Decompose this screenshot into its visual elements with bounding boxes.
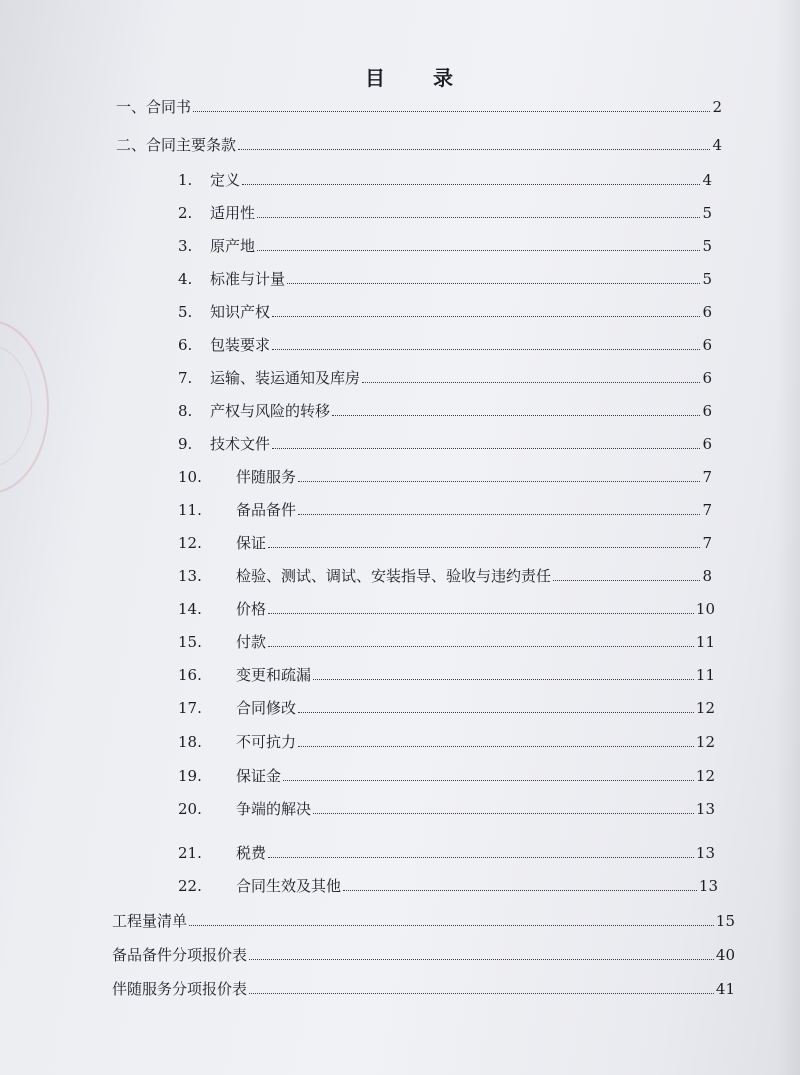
toc-entry: [178, 627, 715, 651]
toc-entry-label: 税费: [236, 844, 267, 862]
toc-entry-number: 15.: [178, 633, 202, 651]
toc-entry: [178, 660, 715, 684]
toc-entry-number: 6.: [178, 336, 193, 354]
toc-entry-page-number: 5: [702, 237, 712, 255]
toc-entry: [178, 528, 712, 552]
toc-entry-page-number: 13: [695, 844, 715, 862]
toc-entry-number: 14.: [178, 600, 202, 618]
toc-entry-label: 保证金: [236, 767, 282, 785]
toc-entry-page-number: 41: [715, 980, 735, 998]
toc-entry-page-number: 11: [695, 666, 715, 684]
toc-entry: [178, 794, 715, 818]
toc-entry: [178, 495, 712, 519]
dot-leader: [249, 959, 714, 960]
dot-leader: [298, 481, 700, 482]
dot-leader: [283, 780, 694, 781]
dot-leader: [268, 613, 694, 614]
toc-entry: [178, 231, 712, 255]
toc-entry: [178, 198, 712, 222]
toc-entry: [178, 297, 712, 321]
toc-entry-page-number: 4: [712, 136, 722, 154]
toc-entry-label: 争端的解决: [236, 800, 312, 818]
dot-leader: [272, 316, 700, 317]
toc-entry-number: 13.: [178, 567, 202, 585]
toc-entry: [178, 727, 715, 751]
dot-leader: [257, 217, 700, 218]
toc-entry: [178, 871, 718, 895]
toc-entry-label: 原产地: [210, 237, 256, 255]
dot-leader: [362, 382, 700, 383]
toc-entry-page-number: 12: [695, 699, 715, 717]
toc-entry-page-number: 7: [702, 501, 712, 519]
toc-entry-page-number: 8: [702, 567, 712, 585]
toc-entry-page-number: 6: [702, 369, 712, 387]
toc-entry: [178, 165, 712, 189]
dot-leader: [189, 925, 714, 926]
toc-entry-number: 18.: [178, 733, 202, 751]
dot-leader: [238, 149, 710, 150]
toc-entry-number: 19.: [178, 767, 202, 785]
dot-leader: [268, 857, 694, 858]
toc-entry-number: 20.: [178, 800, 202, 818]
toc-entry-number: 10.: [178, 468, 202, 486]
toc-entry-page-number: 10: [695, 600, 715, 618]
toc-entry-page-number: 15: [715, 912, 735, 930]
dot-leader: [298, 712, 694, 713]
toc-entry-number: 8.: [178, 402, 193, 420]
toc-entry-page-number: 6: [702, 402, 712, 420]
toc-entry-number: 12.: [178, 534, 202, 552]
toc-entry-label: 产权与风险的转移: [210, 402, 331, 420]
toc-entry-number: 16.: [178, 666, 202, 684]
dot-leader: [249, 993, 714, 994]
toc-entry-page-number: 4: [702, 171, 712, 189]
toc-entry-page-number: 12: [695, 767, 715, 785]
toc-entry-number: 4.: [178, 270, 193, 288]
toc-entry-label: 二、合同主要条款: [116, 136, 237, 154]
toc-entry-page-number: 5: [702, 204, 712, 222]
toc-entry-label: 技术文件: [210, 435, 271, 453]
toc-entry-page-number: 6: [702, 336, 712, 354]
toc-entry-page-number: 40: [715, 946, 735, 964]
toc-entry-label: 适用性: [210, 204, 256, 222]
toc-entry: [178, 761, 715, 785]
toc-entry: [178, 264, 712, 288]
toc-entry-page-number: 6: [702, 435, 712, 453]
toc-entry-page-number: 7: [702, 534, 712, 552]
toc-entry: [178, 594, 715, 618]
toc-entry-page-number: 11: [695, 633, 715, 651]
toc-entry-page-number: 13: [695, 800, 715, 818]
toc-entry-label: 一、合同书: [116, 98, 192, 116]
dot-leader: [313, 813, 694, 814]
dot-leader: [272, 448, 700, 449]
dot-leader: [298, 746, 694, 747]
dot-leader: [553, 580, 700, 581]
toc-entry-label: 备品备件分项报价表: [112, 946, 248, 964]
toc-entry: [178, 838, 715, 862]
toc-entry-label: 付款: [236, 633, 267, 651]
dot-leader: [193, 111, 710, 112]
toc-entry-label: 伴随服务: [236, 468, 297, 486]
dot-leader: [257, 250, 700, 251]
toc-entry-number: 17.: [178, 699, 202, 717]
toc-entry-label: 运输、装运通知及库房: [210, 369, 361, 387]
toc-entry-label: 合同生效及其他: [236, 877, 342, 895]
toc-entry: [178, 693, 715, 717]
dot-leader: [268, 646, 694, 647]
dot-leader: [242, 184, 700, 185]
dot-leader: [268, 547, 700, 548]
toc-entry: [178, 330, 712, 354]
toc-entry-label: 检验、测试、调试、安装指导、验收与违约责任: [236, 567, 552, 585]
toc-entry: [112, 940, 735, 964]
toc-entry-page-number: 13: [698, 877, 718, 895]
toc-entry: [178, 396, 712, 420]
toc-entry-page-number: 6: [702, 303, 712, 321]
toc-entry-label: 合同修改: [236, 699, 297, 717]
toc-entry-number: 5.: [178, 303, 193, 321]
toc-title: 目 录: [365, 66, 467, 90]
toc-entry: [116, 130, 722, 154]
toc-entry: [112, 974, 735, 998]
toc-entry: [116, 92, 722, 116]
toc-entry-label: 包装要求: [210, 336, 271, 354]
toc-entry-page-number: 12: [695, 733, 715, 751]
dot-leader: [313, 679, 694, 680]
toc-entry-label: 价格: [236, 600, 267, 618]
dot-leader: [332, 415, 700, 416]
toc-entry-number: 3.: [178, 237, 193, 255]
toc-entry-label: 定义: [210, 171, 241, 189]
toc-entry-label: 保证: [236, 534, 267, 552]
toc-entry-label: 不可抗力: [236, 733, 297, 751]
page-edge-shadow: [776, 0, 800, 1075]
toc-entry-label: 知识产权: [210, 303, 271, 321]
toc-entry: [178, 561, 712, 585]
toc-entry-label: 伴随服务分项报价表: [112, 980, 248, 998]
toc-entry: [178, 363, 712, 387]
toc-entry-label: 备品备件: [236, 501, 297, 519]
toc-entry-number: 1.: [178, 171, 193, 189]
toc-entry-page-number: 2: [712, 98, 722, 116]
toc-entry: [178, 462, 712, 486]
toc-entry: [112, 906, 735, 930]
toc-entry-number: 22.: [178, 877, 202, 895]
toc-entry-number: 21.: [178, 844, 202, 862]
toc-entry-number: 9.: [178, 435, 193, 453]
toc-entry: [178, 429, 712, 453]
dot-leader: [287, 283, 700, 284]
dot-leader: [272, 349, 700, 350]
toc-entry-label: 工程量清单: [112, 912, 188, 930]
toc-entry-label: 变更和疏漏: [236, 666, 312, 684]
toc-entry-number: 2.: [178, 204, 193, 222]
toc-entry-number: 11.: [178, 501, 202, 519]
toc-entry-page-number: 5: [702, 270, 712, 288]
dot-leader: [298, 514, 700, 515]
toc-entry-label: 标准与计量: [210, 270, 286, 288]
toc-entry-page-number: 7: [702, 468, 712, 486]
toc-entry-number: 7.: [178, 369, 193, 387]
dot-leader: [343, 890, 697, 891]
